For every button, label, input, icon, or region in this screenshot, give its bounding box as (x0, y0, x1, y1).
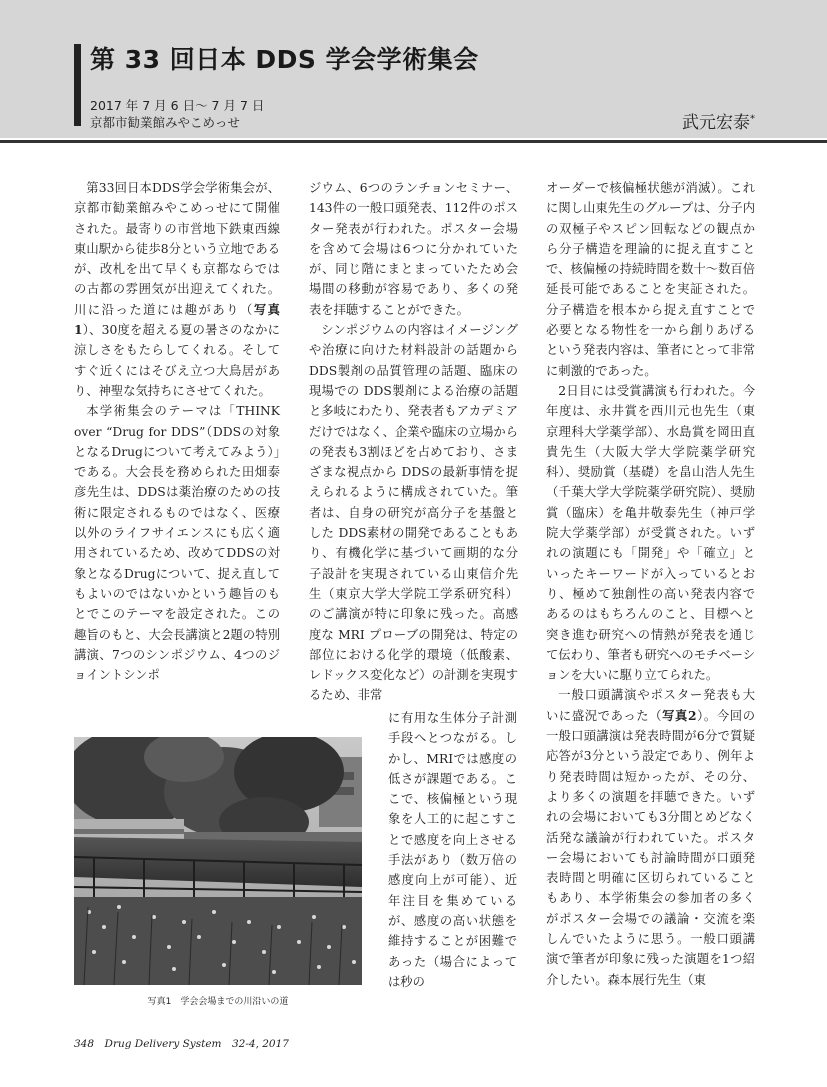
author-name-text: 武元宏泰 (682, 113, 750, 133)
column-2 (309, 178, 518, 706)
paragraph: 2日目には受賞講演も行われた。今年度は、永井賞を西川元也先生（東京理科大学薬学部）、水島賞を岡田直貴先生（大阪大学大学院薬学研究科）、奨励賞（基礎）を畠山浩人先生（千葉大学大学院薬学研究院）、奨励賞（臨床）を亀井敬泰先生（神戸学院大学薬学部）が受賞された。いずれの演題にも「開発」や「確立」といったキーワードが入っているとおり、極めて独創性の高い発表内容であるのはもちろんのこと、目標へと突き進む研究への情熱が発表を通じて伝わり、筆者も研究へのモチベーションを大いに駆り立てられた。 (546, 383, 755, 683)
event-date: 2017 年 7 月 6 日～ 7 月 7 日 (90, 98, 265, 113)
column-2-continued (388, 708, 517, 992)
author-mark: * (750, 113, 755, 125)
column-3 (546, 178, 755, 990)
author-name (682, 108, 755, 133)
text-run: ）。今回の一般口頭講演は発表時間が6分で質疑応答が3分という設定であり、例年より発表時間は短かったが、その分、より多くの演題を拝聴できた。いずれの会場においても3分間とめどなく活発な議論が行われていた。ポスター会場においても討論時間が口頭発表時間と明確に区切られていることもあり、本学術集会の参加者の多くがポスター会場での議論・交流を楽しんでいたように思う。一般口頭講演で筆者が印象に残った演題を1つ紹介したい。森本展行先生（東 (546, 708, 755, 987)
photo-caption: 写真1 学会会場までの川沿いの道 (147, 997, 289, 1007)
text-run: 第33回日本DDS学会学術集会が、京都市勧業館みやこめっせにて開催された。最寄りの市営地下鉄東西線東山駅から徒歩8分という立地であるが、改札を出て早くも京都ならではの古都の雰囲気が出迎えてくれた。川に沿った道には趣があり（ (74, 181, 280, 317)
photo-image (74, 737, 362, 985)
header-rule (0, 140, 827, 143)
photo-reference: 写真1 (74, 301, 280, 338)
paragraph: に有用な生体分子計測手段へとつながる。しかし、MRIでは感度の低さが課題である。ここで、核偏極という現象を人工的に起こすことで感度を向上させる手法があり（数万倍の感度向上が可能）、近年注目を集めているが、感度の高い状態を維持することが困難であった（場合によっては秒の (388, 711, 517, 989)
paragraph: オーダーで核偏極状態が消滅）。これに関し山東先生のグループは、分子内の双極子やスピン回転などの観点から分子構造を理論的に捉え直すことで、核偏極の持続時間を数十～数百倍延長可能であることを実証された。分子構造を根本から捉え直すことで必要となる物性を一から創りあげるという発表内容は、筆者にとって非常に刺激的であった。 (546, 181, 755, 378)
paragraph: ジウム、6つのランチョンセミナー、143件の一般口頭発表、112件のポスター発表が行われた。ポスター会場を含めて会場は6つに分かれていたが、同じ階にまとまっていたため会場間の移動が容易であり、多くの発表を拝聴することができた。 (309, 181, 518, 317)
event-venue: 京都市勧業館みやこめっせ (90, 115, 240, 130)
paragraph: シンポジウムの内容はイメージングや治療に向けた材料設計の話題から DDS製剤の品質管理の話題、臨床の現場での DDS製剤による治療の話題と多岐にわたり、発表者もアカデミアだけではなく、企業や臨床の立場からの発表も3割ほどを占めており、さまざまな視点から DDSの最新事情を捉えられるように構成されていた。筆者は、自身の研究が高分子を基盤とした DDS素材の開発であることもあり、有機化学に基づいて画期的な分子設計を実現されている山東信介先生（東京大学大学院工学系研究科）のご講演が特に印象に残った。高感度な MRI プローブの開発は、特定の部位における化学的環境（低酸素、レドックス変化など）の計測を実現するため、非常 (309, 323, 518, 703)
title-accent-bar (74, 44, 81, 126)
text-run: 一般口頭講演やポスター発表も大いに盛況であった（ (546, 688, 755, 723)
column-1 (74, 178, 280, 685)
photo-reference: 写真2 (662, 707, 697, 723)
text-run: ）、30度を超える夏の暑さのなかに涼しさをもたらしてくれる。そしてすぐ近くにはそびえ立つ大鳥居があり、神聖な気持ちにさせてくれた。 (74, 323, 280, 398)
page-footer: 348 Drug Delivery System 32-4, 2017 (74, 1038, 289, 1050)
article-title: 第 33 回日本 DDS 学会学術集会 (90, 45, 479, 74)
paragraph (74, 178, 280, 401)
paragraph (546, 685, 755, 989)
photo-riverside-path (74, 737, 362, 985)
paragraph: 本学術集会のテーマは「THINK over “Drug for DDS”（DDSの対象となるDrugについて考えてみよう）」である。大会長を務められた田畑泰彦先生は、DDSは薬治療のための技術に限定されるものではなく、医療以外のライフサイエンスにも広く適用されているため、改めてDDSの対象となるDrugについて、捉え直してもよいのではないかという趣旨のもとでこのテーマを設定された。この趣旨のもと、大会長講演と2題の特別講演、7つのシンポジウム、4つのジョイントシンポ (74, 404, 280, 683)
